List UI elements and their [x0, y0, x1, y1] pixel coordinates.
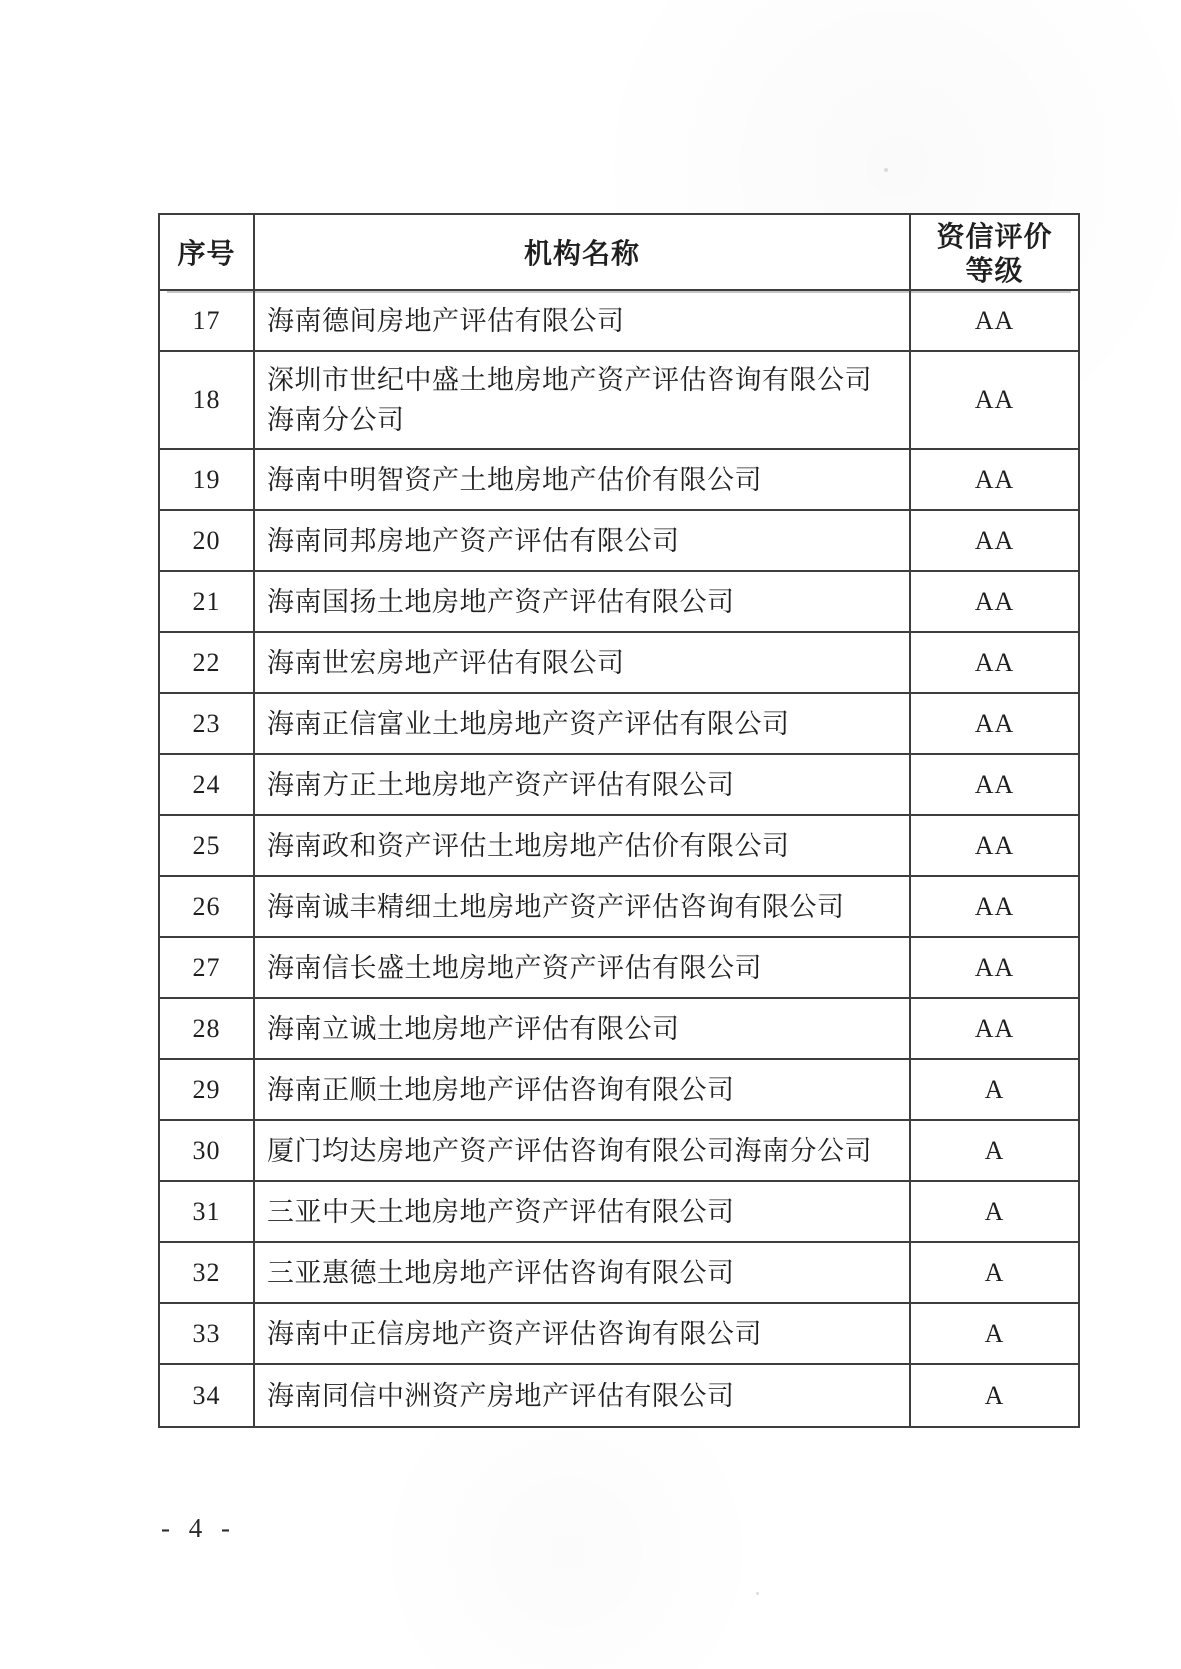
table-row — [160, 755, 1078, 816]
row-name-cell: 海南德间房地产评估有限公司 — [255, 291, 911, 350]
row-index-cell: 17 — [160, 291, 255, 350]
row-name-cell: 深圳市世纪中盛土地房地产资产评估咨询有限公司海南分公司 — [255, 352, 911, 448]
table-row — [160, 572, 1078, 633]
credit-rating-table — [158, 213, 1080, 1428]
page-number: - 4 - — [161, 1513, 232, 1543]
row-name-cell: 三亚惠德土地房地产评估咨询有限公司 — [255, 1243, 911, 1302]
table-row — [160, 999, 1078, 1060]
row-rating-cell: AA — [974, 385, 1015, 414]
row-index-cell: 32 — [160, 1243, 255, 1302]
table-header-row — [160, 215, 1078, 291]
row-rating-cell: AA — [974, 586, 1015, 616]
row-name-cell: 海南世宏房地产评估有限公司 — [255, 633, 911, 692]
row-name-cell: 海南正信富业土地房地产资产评估有限公司 — [255, 694, 911, 753]
row-rating-cell: AA — [974, 769, 1015, 799]
row-index-cell: 34 — [160, 1365, 255, 1426]
row-index-cell: 20 — [160, 511, 255, 570]
table-row — [160, 1304, 1078, 1365]
row-rating-cell: AA — [974, 891, 1015, 921]
table-row — [160, 633, 1078, 694]
row-name-cell: 海南国扬土地房地产资产评估有限公司 — [255, 572, 911, 631]
row-index-cell: 25 — [160, 816, 255, 875]
scan-speck-icon — [884, 168, 888, 172]
row-name-cell: 海南信长盛土地房地产资产评估有限公司 — [255, 938, 911, 997]
row-rating-cell: AA — [974, 305, 1015, 335]
table-row — [160, 511, 1078, 572]
row-index-cell: 22 — [160, 633, 255, 692]
row-rating-cell: A — [984, 1196, 1005, 1226]
row-index-cell: 19 — [160, 450, 255, 509]
row-rating-cell: AA — [974, 952, 1015, 982]
row-rating-cell: AA — [974, 1013, 1015, 1043]
row-name-cell: 海南正顺土地房地产评估咨询有限公司 — [255, 1060, 911, 1119]
row-index-cell: 26 — [160, 877, 255, 936]
row-rating-cell: AA — [974, 830, 1015, 860]
table-row — [160, 816, 1078, 877]
row-rating-cell: A — [984, 1135, 1005, 1165]
row-rating-cell: A — [984, 1380, 1005, 1410]
row-index-cell: 18 — [160, 352, 255, 448]
table-row — [160, 938, 1078, 999]
table-row — [160, 291, 1078, 352]
row-rating-cell: A — [984, 1318, 1005, 1348]
row-name-cell: 厦门均达房地产资产评估咨询有限公司海南分公司 — [255, 1121, 911, 1180]
row-index-cell: 24 — [160, 755, 255, 814]
table-row — [160, 352, 1078, 450]
header-cell-name: 机构名称 — [255, 215, 911, 295]
row-name-cell: 海南中正信房地产资产评估咨询有限公司 — [255, 1304, 911, 1363]
table-row — [160, 1060, 1078, 1121]
row-name-cell: 海南同邦房地产资产评估有限公司 — [255, 511, 911, 570]
row-rating-cell: AA — [974, 647, 1015, 677]
row-index-cell: 28 — [160, 999, 255, 1058]
row-rating-cell: AA — [974, 525, 1015, 555]
row-name-cell: 海南中明智资产土地房地产估价有限公司 — [255, 450, 911, 509]
row-rating-cell: A — [984, 1257, 1005, 1287]
row-index-cell: 29 — [160, 1060, 255, 1119]
table-row — [160, 877, 1078, 938]
row-name-cell: 三亚中天土地房地产资产评估有限公司 — [255, 1182, 911, 1241]
table-row — [160, 450, 1078, 511]
table-body — [160, 291, 1078, 1426]
row-index-cell: 23 — [160, 694, 255, 753]
row-index-cell: 33 — [160, 1304, 255, 1363]
row-name-cell: 海南诚丰精细土地房地产资产评估咨询有限公司 — [255, 877, 911, 936]
row-name-cell: 海南方正土地房地产资产评估有限公司 — [255, 755, 911, 814]
header-cell-rating — [911, 215, 1078, 295]
table-row — [160, 1182, 1078, 1243]
header-rating-line2: 等级 — [965, 256, 1024, 287]
row-rating-cell: AA — [974, 708, 1015, 738]
row-index-cell: 30 — [160, 1121, 255, 1180]
row-name-cell: 海南立诚土地房地产评估有限公司 — [255, 999, 911, 1058]
row-index-cell: 31 — [160, 1182, 255, 1241]
table-row — [160, 694, 1078, 755]
scan-speck-icon — [756, 1592, 759, 1595]
row-rating-cell: AA — [974, 464, 1015, 494]
table-row — [160, 1365, 1078, 1426]
header-rating-line1: 资信评价 — [936, 222, 1053, 253]
row-index-cell: 21 — [160, 572, 255, 631]
row-rating-cell: A — [984, 1074, 1005, 1104]
row-name-cell: 海南政和资产评估土地房地产估价有限公司 — [255, 816, 911, 875]
table-row — [160, 1243, 1078, 1304]
row-index-cell: 27 — [160, 938, 255, 997]
table-row — [160, 1121, 1078, 1182]
header-cell-index: 序号 — [160, 215, 255, 295]
row-name-cell: 海南同信中洲资产房地产评估有限公司 — [255, 1365, 911, 1426]
